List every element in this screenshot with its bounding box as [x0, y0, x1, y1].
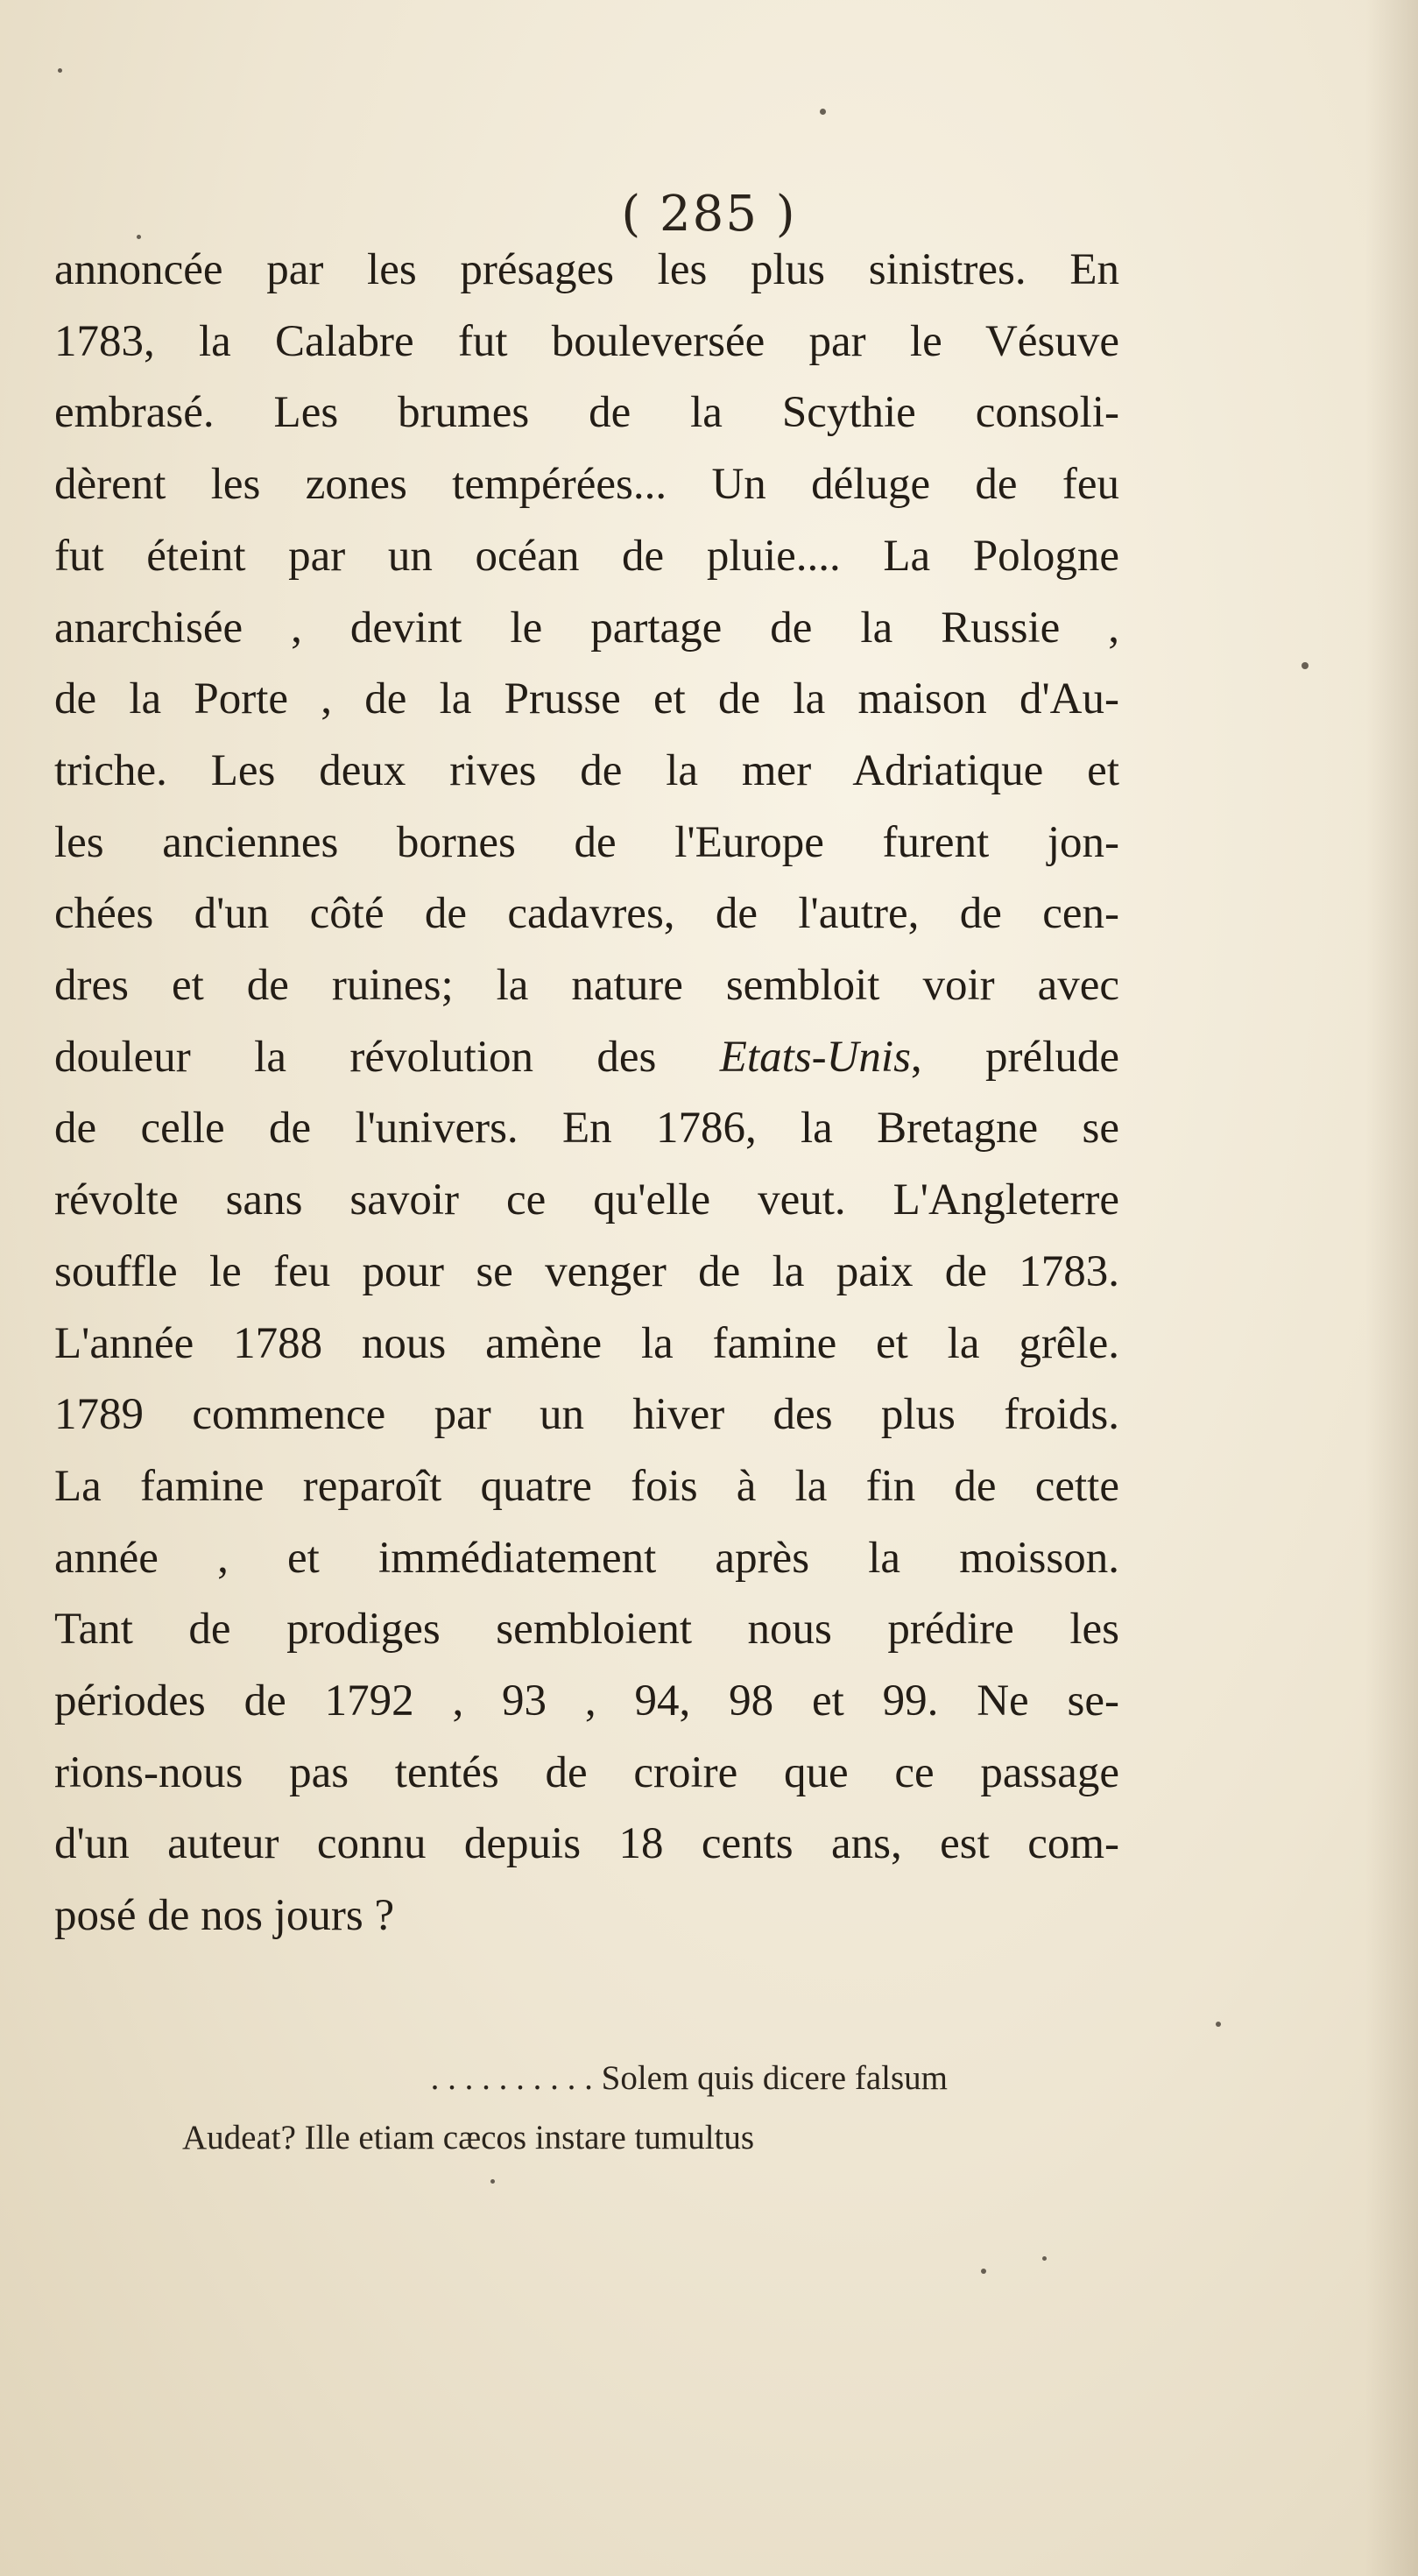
text-line: triche. Les deux rives de la mer Adriatique et	[54, 745, 1119, 795]
text-line: périodes de 1792 , 93 , 94, 98 et 99. Ne se-	[54, 1676, 1119, 1726]
text-line: Tant de prodiges sembloient nous prédire les	[54, 1605, 1119, 1655]
text-line: embrasé. Les brumes de la Scythie consoli-	[54, 388, 1119, 438]
text-line: fut éteint par un océan de pluie.... La Pologne	[54, 531, 1119, 581]
text-line: année , et immédiatement après la moisson.	[54, 1533, 1119, 1583]
text-line: dèrent les zones tempérées... Un déluge de feu	[54, 460, 1119, 510]
latin-quote-line-2: Audeat? Ille etiam cæcos instare tumultus	[182, 2119, 755, 2156]
text-line: 1783, la Calabre fut bouleversée par le Vésuve	[54, 316, 1119, 366]
page-number: ( 285 )	[621, 186, 797, 243]
text-line: rions-nous pas tentés de croire que ce passage	[54, 1747, 1119, 1797]
text-segment: douleur la révolution des	[54, 1032, 657, 1082]
text-line: les anciennes bornes de l'Europe furent jon-	[54, 817, 1119, 867]
text-line: dres et de ruines; la nature sembloit voir avec	[54, 961, 1119, 1011]
italic-phrase: Etats-Unis	[719, 1032, 911, 1082]
text-line: révolte sans savoir ce qu'elle veut. L'Angleterre	[54, 1175, 1119, 1225]
text-line: souffle le feu pour se venger de la paix de 1783.	[54, 1246, 1119, 1296]
text-line: La famine reparoît quatre fois à la fin de cette	[54, 1461, 1119, 1511]
ink-spot	[1042, 2256, 1047, 2261]
ink-spot	[1302, 662, 1309, 669]
text-line: L'année 1788 nous amène la famine et la grêle.	[54, 1318, 1119, 1368]
body-text	[54, 235, 1119, 1952]
text-line-with-italic	[54, 1022, 1119, 1094]
text-line: posé de nos jours ?	[54, 1891, 395, 1941]
text-line: anarchisée , devint le partage de la Russie ,	[54, 603, 1119, 653]
text-segment: , prélude	[910, 1032, 1119, 1082]
ink-spot	[1216, 2022, 1221, 2027]
text-line: de la Porte , de la Prusse et de la maison d'Au-	[54, 674, 1119, 724]
text-line: annoncée par les présages les plus sinistres. En	[54, 245, 1119, 294]
text-line: de celle de l'univers. En 1786, la Bretagne se	[54, 1104, 1119, 1154]
ink-spot	[58, 68, 62, 73]
ink-spot	[981, 2269, 986, 2274]
latin-quote-line-1: . . . . . . . . . . Solem quis dicere falsum	[430, 2059, 948, 2097]
text-line: d'un auteur connu depuis 18 cents ans, est com-	[54, 1819, 1119, 1869]
ink-spot	[820, 109, 826, 115]
ink-spot	[490, 2179, 495, 2184]
text-line: chées d'un côté de cadavres, de l'autre, de cen-	[54, 889, 1119, 939]
text-line: 1789 commence par un hiver des plus froids.	[54, 1390, 1119, 1440]
